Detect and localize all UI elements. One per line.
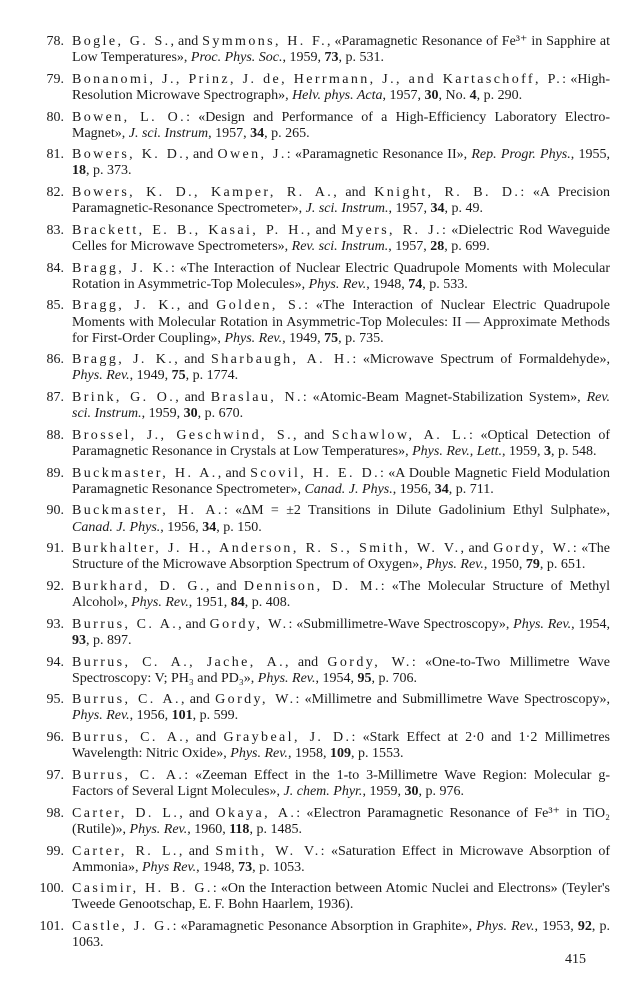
volume-number: 79 [525, 557, 540, 573]
reference-segment: , and [460, 541, 494, 557]
reference-segment: : «The Structure of the Microwave Absorption Spectrum of Oxygen», [72, 541, 611, 573]
reference-segment: , p. 290. [476, 87, 523, 103]
reference-authors: Brackett, E. B., Kasai, P. H. [72, 222, 307, 238]
reference-segment: , and [185, 730, 224, 746]
reference-segment: : «Millimetre and Submillimetre Wave Spectroscopy», [295, 692, 610, 708]
reference-entry [0, 541, 644, 573]
reference-segment: , 1956, [129, 708, 172, 724]
reference-segment: , p. 548. [551, 444, 597, 459]
reference-segment: , p. 1553. [350, 746, 404, 762]
reference-segment: , p. 408. [244, 595, 291, 611]
reference-number: 93. [46, 616, 64, 632]
reference-list [0, 34, 644, 957]
reference-authors: Bowen, L. O. [72, 109, 187, 125]
reference-number: 98. [46, 805, 64, 821]
reference-number: 87. [46, 390, 64, 406]
volume-number: 3 [544, 444, 552, 459]
reference-authors: Gordy, W. [215, 692, 296, 708]
reference-authors: Sharbaugh, A. H. [211, 352, 353, 368]
reference-authors: Braslau, N. [210, 390, 303, 406]
reference-authors: Brossel, J., Geschwind, S. [72, 427, 293, 443]
reference-authors: Dennison, D. M. [243, 579, 381, 595]
reference-segment: , 1960, [187, 821, 230, 837]
reference-entry [0, 428, 644, 460]
reference-entry [0, 466, 644, 498]
reference-text [72, 352, 610, 384]
journal-name: Phys. Rev. [230, 746, 288, 762]
reference-segment: , and [185, 147, 218, 163]
reference-entry [0, 390, 644, 422]
reference-number: 101. [39, 919, 64, 935]
reference-segment: , and [170, 34, 203, 49]
journal-name: J. chem. Phyr. [283, 784, 363, 800]
reference-entry [0, 768, 644, 800]
reference-text [72, 692, 610, 724]
volume-number: 92 [577, 919, 592, 935]
reference-number: 100. [39, 881, 64, 897]
reference-segment: , No. [438, 87, 470, 103]
reference-entry [0, 185, 644, 217]
reference-segment: : «ΔM = ±2 Transitions in Dilute Gadolinium Ethyl Sulphate», [223, 503, 610, 519]
reference-entry [0, 579, 644, 611]
reference-segment: , «Paramagnetic Resonance of Fe³⁺ in Sapphire at Low Temperatures», [72, 34, 611, 66]
reference-entry [0, 617, 644, 649]
journal-name: Phys Rev. [142, 859, 197, 875]
volume-number: 30 [183, 406, 198, 422]
journal-name: J. sci. Instrum. [305, 201, 389, 217]
reference-authors: Bowers, K. D., Kamper, R. A. [72, 185, 334, 201]
reference-segment: : «Saturation Effect in Microwave Absorption of Ammonia», [72, 843, 610, 875]
journal-name: Rev. sci. Instrum. [72, 390, 611, 422]
reference-authors: Smith, W. V. [215, 843, 321, 859]
reference-segment: , 1956, [160, 519, 203, 535]
reference-segment: , and [174, 352, 212, 368]
reference-number: 88. [46, 427, 64, 443]
reference-number: 99. [46, 843, 64, 859]
volume-number: 101 [171, 708, 193, 724]
reference-authors: Owen, J. [217, 147, 287, 163]
reference-segment: : «Paramagnetic Resonance II», [286, 147, 472, 163]
volume-number: 18 [72, 163, 86, 179]
reference-segment: , p. 373. [86, 163, 132, 179]
reference-segment: , p. 1063. [72, 919, 611, 951]
reference-number: 80. [46, 109, 64, 125]
reference-segment: , 1949, [282, 330, 325, 346]
journal-name: Phys. Rev. [308, 276, 367, 292]
reference-segment: , 1959, [282, 50, 325, 66]
reference-segment: , 1959, [362, 784, 405, 800]
reference-segment: , and [180, 692, 216, 708]
journal-name: Phys. Rev. [476, 919, 535, 935]
reference-segment: , and [179, 805, 216, 821]
reference-segment: : «Design and Performance of a High-Efficiency Laboratory Electro-Magnet», [72, 109, 610, 141]
reference-number: 91. [46, 541, 64, 557]
volume-number: 73 [324, 50, 339, 66]
reference-segment: , p. 897. [86, 632, 132, 648]
reference-segment: , 1954, [315, 670, 358, 686]
reference-segment: : «Dielectric Rod Waveguide Celles for Microwave Spectrometers», [72, 222, 611, 254]
reference-segment: : «The Interaction of Nuclear Electric Quadrupole Moments with Molecular Rotation in Asymmetric-Top Molecules: II — Approximate Methods for First-Order Coupling», [72, 298, 611, 346]
reference-number: 79. [46, 71, 64, 87]
reference-authors: Burrus, C. A. [72, 767, 185, 783]
reference-authors: Gordy, W. [493, 541, 573, 557]
reference-segment: , and [175, 390, 211, 406]
reference-segment: , 1950, [483, 557, 526, 573]
reference-segment: , 1957, [388, 201, 431, 217]
reference-segment: , p. 1774. [185, 368, 239, 384]
reference-authors: Graybeal, J. D. [223, 730, 352, 746]
reference-segment: , 1958, [287, 746, 330, 762]
reference-segment: , and [178, 616, 210, 632]
reference-segment: : «The Molecular Structure of Methyl Alcohol», [72, 579, 610, 611]
reference-segment: : «Atomic-Beam Magnet-Stabilization System», [302, 390, 587, 406]
reference-text [72, 919, 610, 951]
volume-number: 4 [469, 87, 477, 103]
journal-name: Canad. J. Phys. [304, 481, 393, 497]
reference-number: 92. [46, 579, 64, 595]
reference-entry [0, 34, 644, 66]
reference-authors: Golden, S. [216, 298, 305, 314]
reference-segment: : «Optical Detection of Paramagnetic Resonance in Crystals at Low Temperatures», [72, 427, 610, 459]
reference-segment: : «On the Interaction between Atomic Nuclei and Electrons» (Teyler's Tweede Genootschap, E. F. Bohn Haarlem, 1936). [72, 881, 611, 913]
reference-text [72, 503, 610, 535]
reference-text [72, 655, 610, 687]
reference-entry [0, 261, 644, 293]
volume-number: 73 [238, 859, 253, 875]
reference-text [72, 730, 610, 762]
reference-number: 89. [46, 465, 64, 481]
reference-authors: Bragg, J. K. [72, 298, 177, 314]
reference-entry [0, 147, 644, 179]
reference-entry [0, 844, 644, 876]
volume-number: 95 [357, 670, 372, 686]
reference-authors: Casimir, H. B. G. [72, 881, 213, 897]
reference-segment: , p. 533. [422, 276, 468, 292]
reference-segment: , 1959, [141, 406, 184, 422]
reference-segment: , p. 670. [197, 406, 244, 422]
reference-entry [0, 806, 644, 838]
reference-segment: , and [178, 843, 216, 859]
reference-segment: , and [306, 222, 342, 238]
journal-name: Phys. Rev. [257, 670, 316, 686]
reference-number: 86. [46, 352, 64, 368]
reference-entry [0, 655, 644, 687]
reference-segment: , and [217, 465, 251, 481]
reference-segment: , 1959, [502, 444, 545, 459]
reference-authors: Buckmaster, H. A. [72, 465, 218, 481]
reference-entry [0, 110, 644, 142]
journal-name: Phys. Rev. [224, 330, 283, 346]
journal-name: J. sci. Instrum [128, 125, 209, 141]
reference-segment: , 1956, [392, 481, 435, 497]
reference-segment: , 1955, [570, 147, 611, 163]
reference-number: 94. [46, 654, 64, 670]
reference-segment: : «Stark Effect at 2·0 and 1·2 Millimetres Wavelength: Nitric Oxide», [72, 730, 610, 762]
reference-text [72, 147, 610, 179]
reference-text [72, 298, 610, 346]
journal-name: Phys. Rev., Lett. [412, 444, 503, 459]
reference-segment: , p. 599. [192, 708, 239, 724]
page-number: 415 [565, 952, 586, 967]
reference-text [72, 466, 610, 498]
volume-number: 28 [430, 239, 445, 254]
reference-authors: Carter, D. L. [72, 805, 180, 821]
reference-authors: Bowers, K. D. [72, 147, 186, 163]
journal-name: Rev. sci. Instrum. [291, 239, 389, 254]
reference-entry [0, 881, 644, 913]
journal-name: Proc. Phys. Soc. [190, 50, 283, 66]
reference-segment: , and [176, 298, 217, 314]
reference-segment: , 1957, [208, 125, 251, 141]
reference-authors: Carter, R. L. [72, 843, 179, 859]
reference-text [72, 844, 610, 876]
reference-segment: : «One-to-Two Millimetre Wave Spectroscopy: V; PH₃ and PD₃», [72, 654, 610, 686]
reference-segment: , and [205, 579, 244, 595]
reference-segment: , 1957, [382, 87, 425, 103]
reference-authors: Schawlow, A. L. [331, 427, 469, 443]
reference-segment: : «The Interaction of Nuclear Electric Quadrupole Moments with Molecular Rotation in Asymmetric-Top Molecules», [72, 260, 610, 292]
journal-name: Helv. phys. Acta [292, 87, 383, 103]
reference-segment: : «Electron Paramagnetic Resonance of Fe³⁺ in TiO₂ (Rutile)», [72, 805, 611, 837]
volume-number: 34 [202, 519, 217, 535]
reference-segment: : «A Precision Paramagnetic-Resonance Spectrometer», [72, 185, 611, 217]
reference-segment: , 1953, [534, 919, 578, 935]
reference-segment: : «High-Resolution Microwave Spectrograph», [72, 71, 610, 103]
reference-text [72, 541, 610, 573]
reference-authors: Scovil, H. E. D. [250, 465, 380, 481]
volume-number: 34 [434, 481, 449, 497]
reference-number: 82. [46, 185, 64, 201]
reference-segment: : «Microwave Spectrum of Formaldehyde», [352, 352, 610, 368]
reference-segment: , p. 651. [539, 557, 586, 573]
reference-segment: , p. 711. [448, 481, 494, 497]
reference-entry [0, 503, 644, 535]
reference-authors: Bonanomi, J., Prinz, J. de, Herrmann, J., and Kartaschoff, P. [72, 71, 563, 87]
reference-number: 83. [46, 222, 64, 238]
reference-segment: , 1957, [388, 239, 431, 254]
reference-authors: Myers, R. J. [341, 222, 442, 238]
reference-authors: Buckmaster, H. A. [72, 503, 224, 519]
reference-entry [0, 730, 644, 762]
volume-number: 84 [230, 595, 245, 611]
journal-name: Phys. Rev. [129, 821, 188, 837]
volume-number: 74 [408, 276, 423, 292]
reference-segment: , p. 1485. [249, 821, 302, 837]
reference-segment: , p. 531. [338, 50, 385, 66]
journal-name: Canad. J. Phys. [72, 519, 161, 535]
reference-number: 81. [46, 147, 64, 163]
reference-segment: : «Paramagnetic Pesonance Absorption in Graphite», [172, 919, 477, 935]
reference-segment: , p. 976. [418, 784, 464, 800]
reference-text [72, 261, 610, 293]
volume-number: 34 [250, 125, 265, 141]
reference-text [72, 806, 610, 838]
reference-text [72, 390, 610, 422]
reference-entry [0, 298, 644, 346]
reference-segment: , and [292, 427, 332, 443]
reference-segment: , p. 735. [338, 330, 384, 346]
reference-text [72, 72, 610, 104]
reference-text [72, 617, 610, 649]
volume-number: 30 [424, 87, 439, 103]
reference-segment: , p. 1053. [252, 859, 305, 875]
reference-authors: Castle, J. G. [72, 919, 173, 935]
reference-authors: Bogle, G. S. [72, 34, 171, 49]
reference-entry [0, 692, 644, 724]
reference-authors: Burrus, C. A., Jache, A. [72, 654, 286, 670]
reference-number: 85. [46, 298, 64, 314]
journal-name: Phys. Rev. [131, 595, 189, 611]
reference-authors: Brink, G. O. [72, 390, 176, 406]
volume-number: 75 [324, 330, 339, 346]
volume-number: 93 [72, 632, 86, 648]
volume-number: 75 [171, 368, 186, 384]
reference-authors: Gordy, W. [209, 616, 289, 632]
reference-text [72, 223, 610, 255]
reference-entry [0, 919, 644, 951]
reference-authors: Gordy, W. [327, 654, 412, 670]
reference-segment: , and [333, 185, 375, 201]
reference-segment: : «A Double Magnetic Field Modulation Paramagnetic Resonance Spectrometer», [72, 465, 611, 497]
reference-text [72, 881, 610, 913]
reference-number: 95. [46, 692, 64, 708]
journal-name: Phys. Rev. [426, 557, 484, 573]
volume-number: 30 [404, 784, 419, 800]
reference-authors: Burrus, C. A. [72, 730, 186, 746]
reference-text [72, 579, 610, 611]
reference-number: 84. [46, 260, 64, 276]
volume-number: 118 [229, 821, 250, 837]
reference-number: 97. [46, 767, 64, 783]
reference-segment: , p. 699. [444, 239, 490, 254]
reference-segment: , p. 49. [444, 201, 483, 217]
reference-entry [0, 72, 644, 104]
reference-segment: , 1949, [129, 368, 172, 384]
journal-name: Phys. Rev. [72, 708, 130, 724]
reference-segment: , 1948, [196, 859, 239, 875]
volume-number: 34 [430, 201, 445, 217]
journal-name: Phys. Rev. [513, 616, 572, 632]
reference-number: 78. [46, 34, 64, 49]
reference-authors: Bragg, J. K. [72, 260, 172, 276]
reference-segment: , p. 150. [216, 519, 262, 535]
reference-number: 96. [46, 730, 64, 746]
reference-text [72, 185, 610, 217]
journal-name: Rep. Progr. Phys. [471, 147, 571, 163]
reference-authors: Okaya, A. [215, 805, 297, 821]
reference-authors: Knight, R. B. D. [374, 185, 521, 201]
reference-text [72, 34, 610, 66]
reference-authors: Burkhalter, J. H., Anderson, R. S., Smith, W. V. [72, 541, 461, 557]
reference-text [72, 768, 610, 800]
reference-text [72, 110, 610, 142]
reference-segment: , p. 706. [371, 670, 417, 686]
reference-text [72, 428, 610, 460]
reference-authors: Symmons, H. F. [202, 34, 327, 49]
reference-authors: Burrus, C. A. [72, 616, 179, 632]
reference-segment: , 1951, [188, 595, 231, 611]
reference-number: 90. [46, 503, 64, 519]
journal-name: Phys. Rev. [72, 368, 130, 384]
reference-segment: : «Submillimetre-Wave Spectroscopy», [288, 616, 514, 632]
reference-entry [0, 352, 644, 384]
reference-authors: Bragg, J. K. [72, 352, 175, 368]
reference-segment: , 1954, [571, 616, 611, 632]
reference-segment: , 1948, [366, 276, 409, 292]
reference-entry [0, 223, 644, 255]
reference-segment: : «Zeeman Effect in the 1-to 3-Millimetre Wave Region: Molecular g-Factors of Several Lignt Molecules», [72, 767, 610, 800]
volume-number: 109 [329, 746, 351, 762]
reference-segment: , and [285, 654, 328, 670]
reference-authors: Burkhard, D. G. [72, 579, 206, 595]
reference-authors: Burrus, C. A. [72, 692, 181, 708]
reference-segment: , p. 265. [264, 125, 310, 141]
